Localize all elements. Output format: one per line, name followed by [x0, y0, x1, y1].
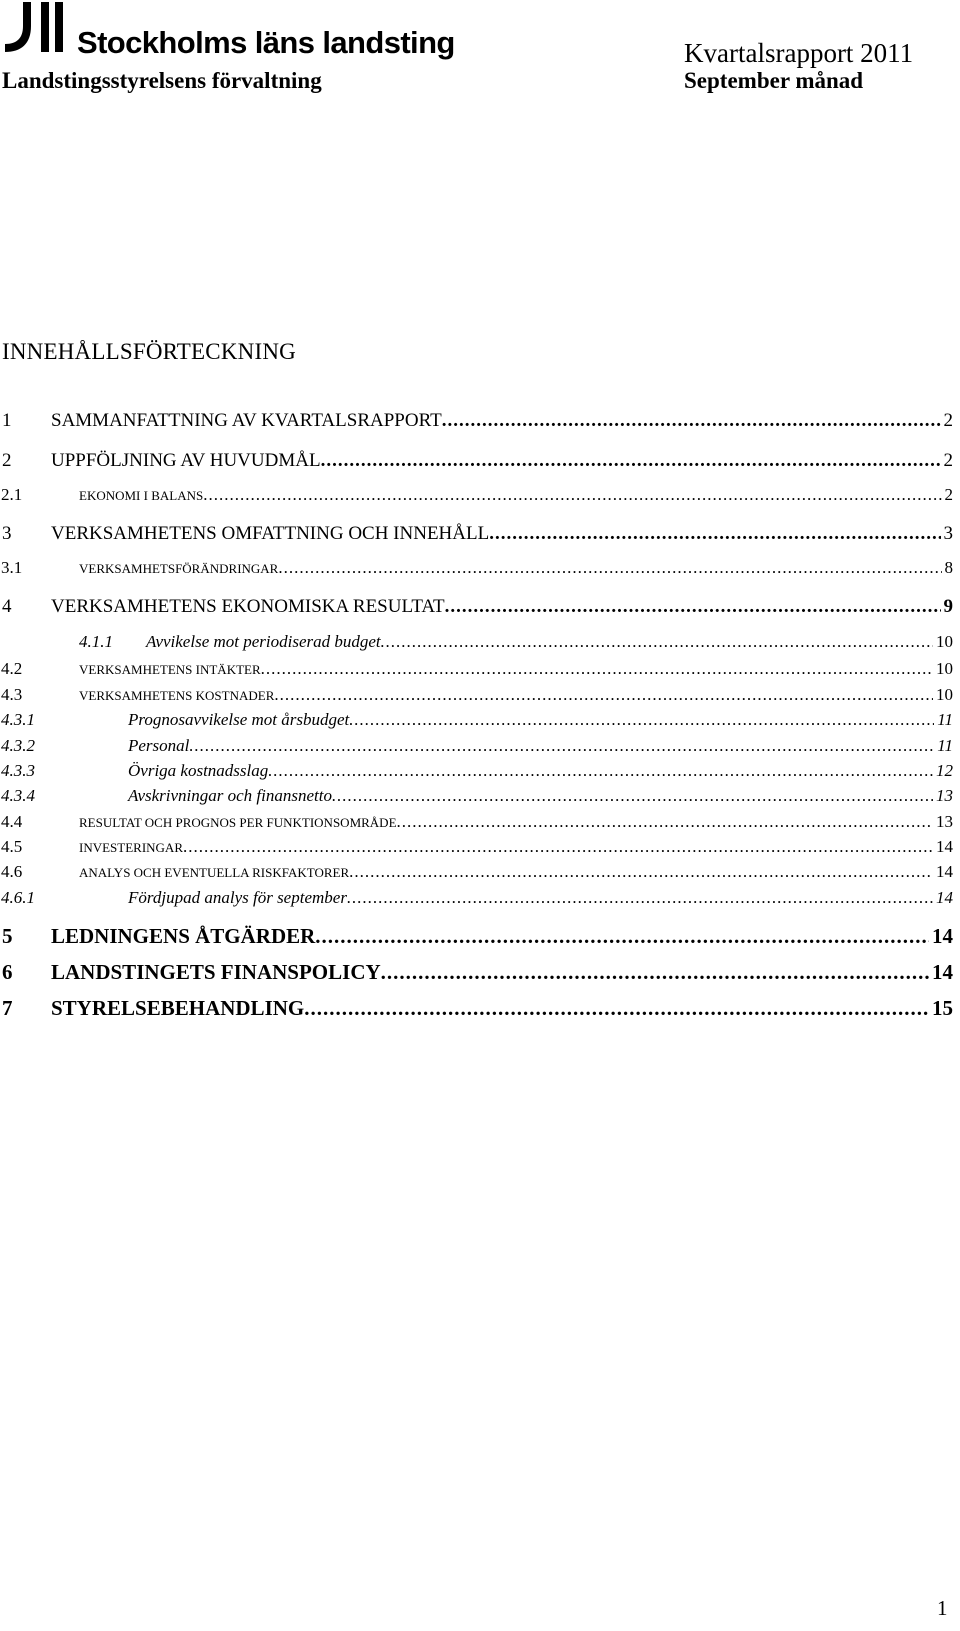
toc-heading: INNEHÅLLSFÖRTECKNING [2, 339, 296, 364]
toc-entry-number: 4.6.1 [1, 888, 35, 907]
toc-entry[interactable] [0, 888, 960, 918]
toc-entry-title: VERKSAMHETENS KOSTNADER [79, 688, 275, 703]
toc-leader-dots [489, 523, 940, 545]
toc-leader-dots [304, 996, 929, 1021]
toc-entry-page: 9 [943, 596, 953, 617]
toc-entry-title: Prognosavvikelse mot årsbudget [128, 710, 350, 729]
toc-leader-dots [347, 888, 933, 908]
department-name: Landstingsstyrelsens förvaltning [2, 68, 322, 93]
toc-entry-title: Avvikelse mot periodiserad budget [146, 632, 381, 651]
toc-leader-dots [442, 410, 941, 432]
toc-entry-title: EKONOMI I BALANS [79, 488, 204, 503]
toc-entry-page: 10 [936, 685, 953, 704]
logo [3, 0, 455, 60]
toc-leader-dots [349, 710, 934, 730]
toc-entry-page: 14 [936, 862, 953, 881]
toc-entry[interactable] [0, 924, 960, 954]
toc-entry-page: 14 [936, 837, 953, 856]
toc-entry-title: VERKSAMHETENS INTÄKTER [79, 662, 261, 677]
toc-entry-page: 13 [936, 786, 953, 805]
toc-leader-dots [274, 685, 933, 705]
toc-entry-number: 4.3.4 [1, 786, 35, 805]
toc-entry-number: 2.1 [1, 485, 23, 504]
toc-entry[interactable] [0, 632, 960, 662]
toc-entry-page: 2 [943, 410, 953, 431]
toc-entry[interactable] [0, 485, 960, 515]
toc-entry-title: Personal [128, 736, 190, 755]
toc-entry-number: 4.5 [1, 837, 23, 856]
toc-entry[interactable] [0, 558, 960, 588]
toc-leader-dots [203, 485, 941, 505]
toc-entry-number: 3.1 [1, 558, 23, 577]
toc-leader-dots [397, 812, 933, 832]
toc-entry-number: 1 [2, 410, 12, 431]
toc-entry-title: UPPFÖLJNING AV HUVUDMÅL [51, 450, 321, 471]
report-month: September månad [684, 68, 864, 93]
toc-entry-page: 15 [932, 996, 953, 1020]
toc-entry[interactable] [0, 450, 960, 480]
toc-entry-page: 10 [936, 632, 953, 651]
toc-entry-number: 6 [2, 960, 13, 984]
toc-entry[interactable] [0, 523, 960, 553]
toc-leader-dots [381, 960, 929, 985]
toc-entry[interactable] [0, 596, 960, 626]
toc-leader-dots [278, 558, 941, 578]
toc-entry-number: 4 [2, 596, 12, 617]
toc-entry-page: 2 [943, 450, 953, 471]
toc-entry-title: INVESTERINGAR [79, 840, 183, 855]
toc-entry-title: Avskrivningar och finansnetto [128, 786, 332, 805]
toc-leader-dots [261, 659, 933, 679]
toc-leader-dots [445, 596, 941, 618]
toc-entry-title: LANDSTINGETS FINANSPOLICY [51, 960, 381, 984]
toc-entry[interactable] [0, 960, 960, 990]
toc-entry-number: 4.1.1 [79, 632, 113, 651]
toc-entry-title: RESULTAT OCH PROGNOS PER FUNKTIONSOMRÅDE [79, 815, 397, 830]
toc-entry-title: LEDNINGENS ÅTGÄRDER [51, 924, 316, 948]
toc-entry-title: VERKSAMHETENS EKONOMISKA RESULTAT [51, 596, 445, 617]
toc-leader-dots [332, 786, 933, 806]
toc-entry-number: 7 [2, 996, 13, 1020]
toc-leader-dots [183, 837, 933, 857]
toc-entry-title: STYRELSEBEHANDLING [51, 996, 305, 1020]
toc-entry-page: 3 [943, 523, 953, 544]
toc-entry-title: ANALYS OCH EVENTUELLA RISKFAKTORER [79, 865, 350, 880]
toc-entry-page: 14 [932, 924, 953, 948]
toc-entry-page: 2 [944, 485, 953, 504]
page-number: 1 [937, 1596, 948, 1620]
toc-entry-page: 11 [937, 736, 953, 755]
toc-entry-title: VERKSAMHETENS OMFATTNING OCH INNEHÅLL [51, 523, 490, 544]
toc-entry-page: 8 [944, 558, 953, 577]
toc-entry-number: 4.3.1 [1, 710, 35, 729]
toc-entry-number: 3 [2, 523, 12, 544]
toc-entry-page: 11 [937, 710, 953, 729]
report-title: Kvartalsrapport 2011 [684, 38, 914, 68]
toc-leader-dots [315, 924, 929, 949]
toc-leader-dots [321, 450, 941, 472]
toc-entry[interactable] [0, 410, 960, 440]
toc-entry-title: Fördjupad analys för september [128, 888, 347, 907]
toc-leader-dots [381, 632, 933, 652]
toc-entry-title: VERKSAMHETSFÖRÄNDRINGAR [79, 561, 279, 576]
toc-entry-number: 4.3 [1, 685, 23, 704]
toc-entry-page: 14 [932, 960, 953, 984]
toc-entry-number: 2 [2, 450, 12, 471]
toc-entry[interactable] [0, 996, 960, 1026]
toc-entry-number: 4.4 [1, 812, 23, 831]
toc-entry-page: 12 [936, 761, 953, 780]
toc-entry-number: 4.3.2 [1, 736, 35, 755]
toc-entry-number: 4.3.3 [1, 761, 35, 780]
sll-logo-icon [3, 0, 67, 60]
toc-entry-title: Övriga kostnadsslag [128, 761, 269, 780]
toc-leader-dots [268, 761, 933, 781]
toc-entry-page: 14 [936, 888, 953, 907]
toc-leader-dots [189, 736, 934, 756]
toc-entry-title: SAMMANFATTNING AV KVARTALSRAPPORT [51, 410, 442, 431]
toc-entry-page: 10 [936, 659, 953, 678]
toc-leader-dots [349, 862, 933, 882]
toc-entry-number: 5 [2, 924, 13, 948]
toc-entry-number: 4.6 [1, 862, 23, 881]
toc-entry-page: 13 [936, 812, 953, 831]
toc-entry-number: 4.2 [1, 659, 23, 678]
org-name: Stockholms läns landsting [77, 25, 455, 60]
